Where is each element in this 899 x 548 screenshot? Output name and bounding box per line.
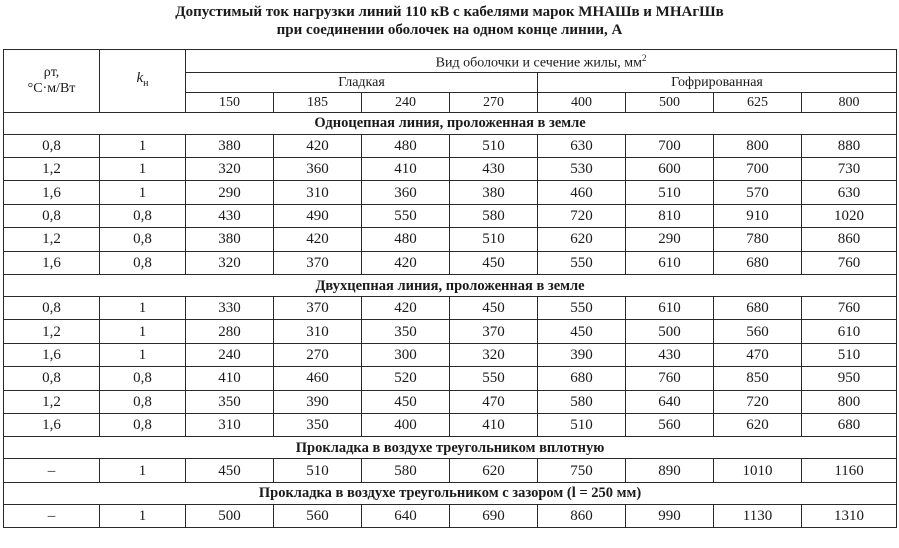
table-row xyxy=(4,228,897,251)
header-section-cell: 185 xyxy=(274,92,362,112)
rho-cell: 1,2 xyxy=(4,320,100,343)
value-cell: 720 xyxy=(538,204,626,227)
rho-cell: 1,6 xyxy=(4,181,100,204)
value-cell: 610 xyxy=(802,320,897,343)
value-cell: 880 xyxy=(802,134,897,157)
value-cell: 630 xyxy=(538,134,626,157)
rho-cell: 0,8 xyxy=(4,134,100,157)
value-cell: 370 xyxy=(274,251,362,274)
value-cell: 420 xyxy=(362,251,450,274)
section-title: Двухцепная линия, проложенная в земле xyxy=(4,275,897,297)
k-cell: 0,8 xyxy=(100,204,186,227)
value-cell: 310 xyxy=(274,320,362,343)
table-row xyxy=(4,459,897,482)
value-cell: 240 xyxy=(186,343,274,366)
k-cell: 1 xyxy=(100,134,186,157)
rho-cell: 1,6 xyxy=(4,343,100,366)
value-cell: 450 xyxy=(538,320,626,343)
header-section-cell: 240 xyxy=(362,92,450,112)
value-cell: 600 xyxy=(626,158,714,181)
section-title-row xyxy=(4,112,897,134)
rho-cell: 1,6 xyxy=(4,413,100,436)
value-cell: 630 xyxy=(802,181,897,204)
value-cell: 470 xyxy=(450,390,538,413)
section-title-row xyxy=(4,275,897,297)
value-cell: 550 xyxy=(450,367,538,390)
value-cell: 360 xyxy=(362,181,450,204)
value-cell: 510 xyxy=(538,413,626,436)
header-k xyxy=(100,50,186,113)
value-cell: 620 xyxy=(538,228,626,251)
value-cell: 1010 xyxy=(714,459,802,482)
rho-cell: – xyxy=(4,504,100,527)
value-cell: 700 xyxy=(714,158,802,181)
value-cell: 370 xyxy=(274,297,362,320)
value-cell: 860 xyxy=(802,228,897,251)
section-title-row xyxy=(4,437,897,459)
value-cell: 610 xyxy=(626,251,714,274)
value-cell: 390 xyxy=(274,390,362,413)
section-title: Одноцепная линия, проложенная в земле xyxy=(4,112,897,134)
value-cell: 910 xyxy=(714,204,802,227)
k-cell: 0,8 xyxy=(100,228,186,251)
value-cell: 410 xyxy=(450,413,538,436)
header-section-cell: 625 xyxy=(714,92,802,112)
value-cell: 460 xyxy=(274,367,362,390)
table-row xyxy=(4,297,897,320)
value-cell: 460 xyxy=(538,181,626,204)
header-section-cell: 150 xyxy=(186,92,274,112)
header-k-letter: k xyxy=(136,69,144,86)
table-row xyxy=(4,390,897,413)
value-cell: 750 xyxy=(538,459,626,482)
table-row xyxy=(4,251,897,274)
value-cell: 380 xyxy=(186,134,274,157)
rho-cell: 1,6 xyxy=(4,251,100,274)
value-cell: 350 xyxy=(362,320,450,343)
value-cell: 410 xyxy=(186,367,274,390)
table-title-line-2: при соединении оболочек на одном конце линии, А xyxy=(276,22,623,38)
value-cell: 280 xyxy=(186,320,274,343)
value-cell: 640 xyxy=(626,390,714,413)
value-cell: 570 xyxy=(714,181,802,204)
header-k-subscript: н xyxy=(143,77,149,89)
k-cell: 0,8 xyxy=(100,251,186,274)
value-cell: 510 xyxy=(450,134,538,157)
value-cell: 950 xyxy=(802,367,897,390)
value-cell: 620 xyxy=(714,413,802,436)
value-cell: 470 xyxy=(714,343,802,366)
value-cell: 430 xyxy=(626,343,714,366)
header-group xyxy=(186,50,897,73)
value-cell: 550 xyxy=(538,251,626,274)
value-cell: 580 xyxy=(450,204,538,227)
value-cell: 550 xyxy=(538,297,626,320)
table-row xyxy=(4,320,897,343)
rho-cell: 0,8 xyxy=(4,367,100,390)
k-cell: 1 xyxy=(100,297,186,320)
value-cell: 800 xyxy=(802,390,897,413)
table-row xyxy=(4,181,897,204)
value-cell: 560 xyxy=(274,504,362,527)
current-load-table xyxy=(3,49,897,528)
value-cell: 320 xyxy=(186,158,274,181)
header-group-sup: 2 xyxy=(641,53,647,63)
k-cell: 0,8 xyxy=(100,390,186,413)
value-cell: 350 xyxy=(274,413,362,436)
rho-cell: – xyxy=(4,459,100,482)
rho-cell: 0,8 xyxy=(4,297,100,320)
value-cell: 400 xyxy=(362,413,450,436)
k-cell: 1 xyxy=(100,181,186,204)
value-cell: 380 xyxy=(450,181,538,204)
header-rho-unit: °С·м/Вт xyxy=(27,80,76,96)
value-cell: 990 xyxy=(626,504,714,527)
value-cell: 290 xyxy=(626,228,714,251)
header-group-label: Вид оболочки и сечение жилы, мм xyxy=(435,55,642,71)
value-cell: 560 xyxy=(714,320,802,343)
header-smooth: Гладкая xyxy=(186,72,538,92)
value-cell: 690 xyxy=(450,504,538,527)
value-cell: 510 xyxy=(450,228,538,251)
table-row xyxy=(4,134,897,157)
value-cell: 610 xyxy=(626,297,714,320)
table-body xyxy=(4,112,897,527)
table-row xyxy=(4,367,897,390)
value-cell: 810 xyxy=(626,204,714,227)
rho-cell: 1,2 xyxy=(4,390,100,413)
value-cell: 450 xyxy=(186,459,274,482)
value-cell: 420 xyxy=(274,134,362,157)
value-cell: 620 xyxy=(450,459,538,482)
value-cell: 330 xyxy=(186,297,274,320)
value-cell: 270 xyxy=(274,343,362,366)
k-cell: 1 xyxy=(100,504,186,527)
rho-cell: 1,2 xyxy=(4,158,100,181)
value-cell: 1020 xyxy=(802,204,897,227)
value-cell: 520 xyxy=(362,367,450,390)
value-cell: 530 xyxy=(538,158,626,181)
header-rho xyxy=(4,50,100,113)
value-cell: 380 xyxy=(186,228,274,251)
value-cell: 560 xyxy=(626,413,714,436)
value-cell: 300 xyxy=(362,343,450,366)
value-cell: 480 xyxy=(362,228,450,251)
value-cell: 580 xyxy=(362,459,450,482)
k-cell: 1 xyxy=(100,158,186,181)
header-section-cell: 270 xyxy=(450,92,538,112)
value-cell: 680 xyxy=(714,251,802,274)
k-cell: 1 xyxy=(100,320,186,343)
value-cell: 430 xyxy=(186,204,274,227)
value-cell: 720 xyxy=(714,390,802,413)
k-cell: 1 xyxy=(100,459,186,482)
value-cell: 680 xyxy=(802,413,897,436)
header-corrugated: Гофрированная xyxy=(538,72,897,92)
header-section-cell: 400 xyxy=(538,92,626,112)
k-cell: 0,8 xyxy=(100,367,186,390)
k-cell: 1 xyxy=(100,343,186,366)
value-cell: 780 xyxy=(714,228,802,251)
section-title: Прокладка в воздухе треугольником вплотную xyxy=(4,437,897,459)
value-cell: 310 xyxy=(186,413,274,436)
value-cell: 420 xyxy=(362,297,450,320)
value-cell: 450 xyxy=(450,297,538,320)
table-row xyxy=(4,343,897,366)
value-cell: 350 xyxy=(186,390,274,413)
value-cell: 430 xyxy=(450,158,538,181)
value-cell: 800 xyxy=(714,134,802,157)
table-row xyxy=(4,413,897,436)
value-cell: 500 xyxy=(186,504,274,527)
value-cell: 550 xyxy=(362,204,450,227)
header-rho-symbol: ρт, xyxy=(43,64,60,80)
header-section-cell: 800 xyxy=(802,92,897,112)
value-cell: 360 xyxy=(274,158,362,181)
value-cell: 450 xyxy=(362,390,450,413)
value-cell: 410 xyxy=(362,158,450,181)
value-cell: 490 xyxy=(274,204,362,227)
value-cell: 510 xyxy=(802,343,897,366)
header-section-cell: 500 xyxy=(626,92,714,112)
value-cell: 320 xyxy=(186,251,274,274)
value-cell: 760 xyxy=(802,297,897,320)
value-cell: 290 xyxy=(186,181,274,204)
value-cell: 450 xyxy=(450,251,538,274)
value-cell: 370 xyxy=(450,320,538,343)
table-title-line-1: Допустимый ток нагрузки линий 110 кВ с кабелями марок МНАШв и МНАгШв xyxy=(175,4,724,20)
table-header xyxy=(4,50,897,113)
value-cell: 730 xyxy=(802,158,897,181)
table-row xyxy=(4,504,897,527)
value-cell: 510 xyxy=(274,459,362,482)
value-cell: 640 xyxy=(362,504,450,527)
value-cell: 320 xyxy=(450,343,538,366)
value-cell: 890 xyxy=(626,459,714,482)
table-row xyxy=(4,158,897,181)
value-cell: 310 xyxy=(274,181,362,204)
k-cell: 0,8 xyxy=(100,413,186,436)
value-cell: 760 xyxy=(802,251,897,274)
value-cell: 480 xyxy=(362,134,450,157)
value-cell: 420 xyxy=(274,228,362,251)
value-cell: 700 xyxy=(626,134,714,157)
value-cell: 860 xyxy=(538,504,626,527)
table-row xyxy=(4,204,897,227)
table-title xyxy=(0,3,899,39)
rho-cell: 1,2 xyxy=(4,228,100,251)
value-cell: 390 xyxy=(538,343,626,366)
value-cell: 850 xyxy=(714,367,802,390)
value-cell: 1310 xyxy=(802,504,897,527)
value-cell: 580 xyxy=(538,390,626,413)
value-cell: 1130 xyxy=(714,504,802,527)
value-cell: 680 xyxy=(714,297,802,320)
value-cell: 760 xyxy=(626,367,714,390)
value-cell: 680 xyxy=(538,367,626,390)
value-cell: 500 xyxy=(626,320,714,343)
rho-cell: 0,8 xyxy=(4,204,100,227)
section-title-row xyxy=(4,482,897,504)
section-title: Прокладка в воздухе треугольником с зазором (l = 250 мм) xyxy=(4,482,897,504)
value-cell: 510 xyxy=(626,181,714,204)
value-cell: 1160 xyxy=(802,459,897,482)
